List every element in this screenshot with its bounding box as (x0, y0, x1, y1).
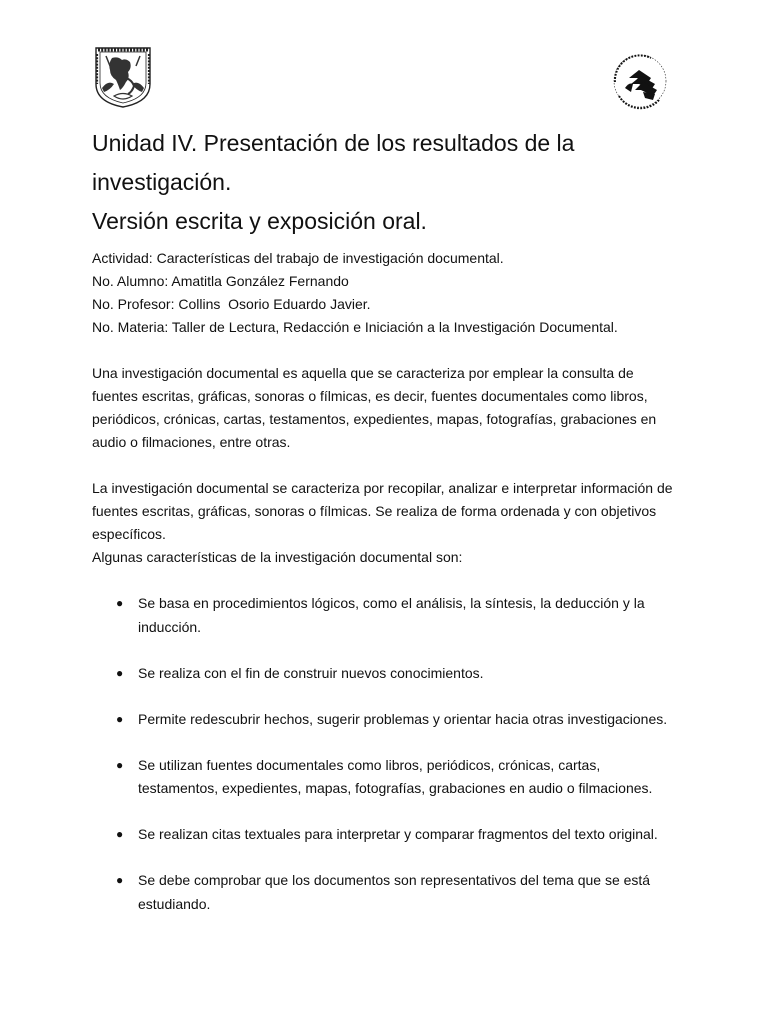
document-title (92, 124, 682, 241)
list-item: ● Se debe comprobar que los documentos son representativos del tema que se está estudiando. (92, 869, 682, 916)
title-line-2: investigación. (92, 169, 232, 195)
bullet-icon: ● (116, 873, 124, 887)
paragraph-characteristics: La investigación documental se caracteriza por recopilar, analizar e interpretar información de fuentes escritas, gráficas, sonoras o fílmicas. Se realiza de forma ordenada y con objetivos específicos. (92, 480, 673, 542)
list-item: ● Se utilizan fuentes documentales como libros, periódicos, crónicas, cartas, testamentos, expedientes, mapas, fotografías, grabaciones en audio o filmaciones. (92, 754, 682, 801)
paragraph-list-intro: Algunas características de la investigación documental son: (92, 549, 463, 565)
bullet-icon: ● (116, 711, 124, 726)
meta-alumno: No. Alumno: Amatitla González Fernando (92, 273, 349, 289)
meta-profesor: No. Profesor: Collins Osorio Eduardo Javier. (92, 296, 371, 312)
document-meta (92, 247, 682, 339)
title-line-1: Unidad IV. Presentación de los resultados de la (92, 130, 575, 156)
bullet-icon: ● (116, 827, 124, 841)
bullet-icon: ● (116, 665, 124, 680)
cch-logo-icon (607, 48, 673, 114)
characteristics-list (92, 592, 682, 916)
list-item: ● Se realizan citas textuales para interpretar y comparar fragmentos del texto original. (92, 823, 682, 847)
bullet-icon: ● (116, 596, 124, 610)
list-item: ● Se realiza con el fin de construir nuevos conocimientos. (92, 662, 682, 686)
meta-materia: No. Materia: Taller de Lectura, Redacción e Iniciación a la Investigación Documental. (92, 319, 618, 335)
meta-actividad: Actividad: Características del trabajo de investigación documental. (92, 250, 504, 266)
title-line-3: Versión escrita y exposición oral. (92, 208, 427, 234)
unam-shield-icon (92, 44, 154, 108)
bullet-icon: ● (116, 757, 124, 772)
document-content (92, 124, 682, 939)
list-item: ● Permite redescubrir hechos, sugerir problemas y orientar hacia otras investigaciones. (92, 708, 682, 732)
list-item: ● Se basa en procedimientos lógicos, como el análisis, la síntesis, la deducción y la inducción. (92, 592, 682, 639)
paragraph-definition: Una investigación documental es aquella que se caracteriza por emplear la consulta de fuentes escritas, gráficas, sonoras o fílmicas, es decir, fuentes documentales como libros, periódicos, crónicas, cartas, testamentos, expedientes, mapas, fotografías, grabaciones en audio o filmaciones, entre otras. (92, 365, 657, 450)
